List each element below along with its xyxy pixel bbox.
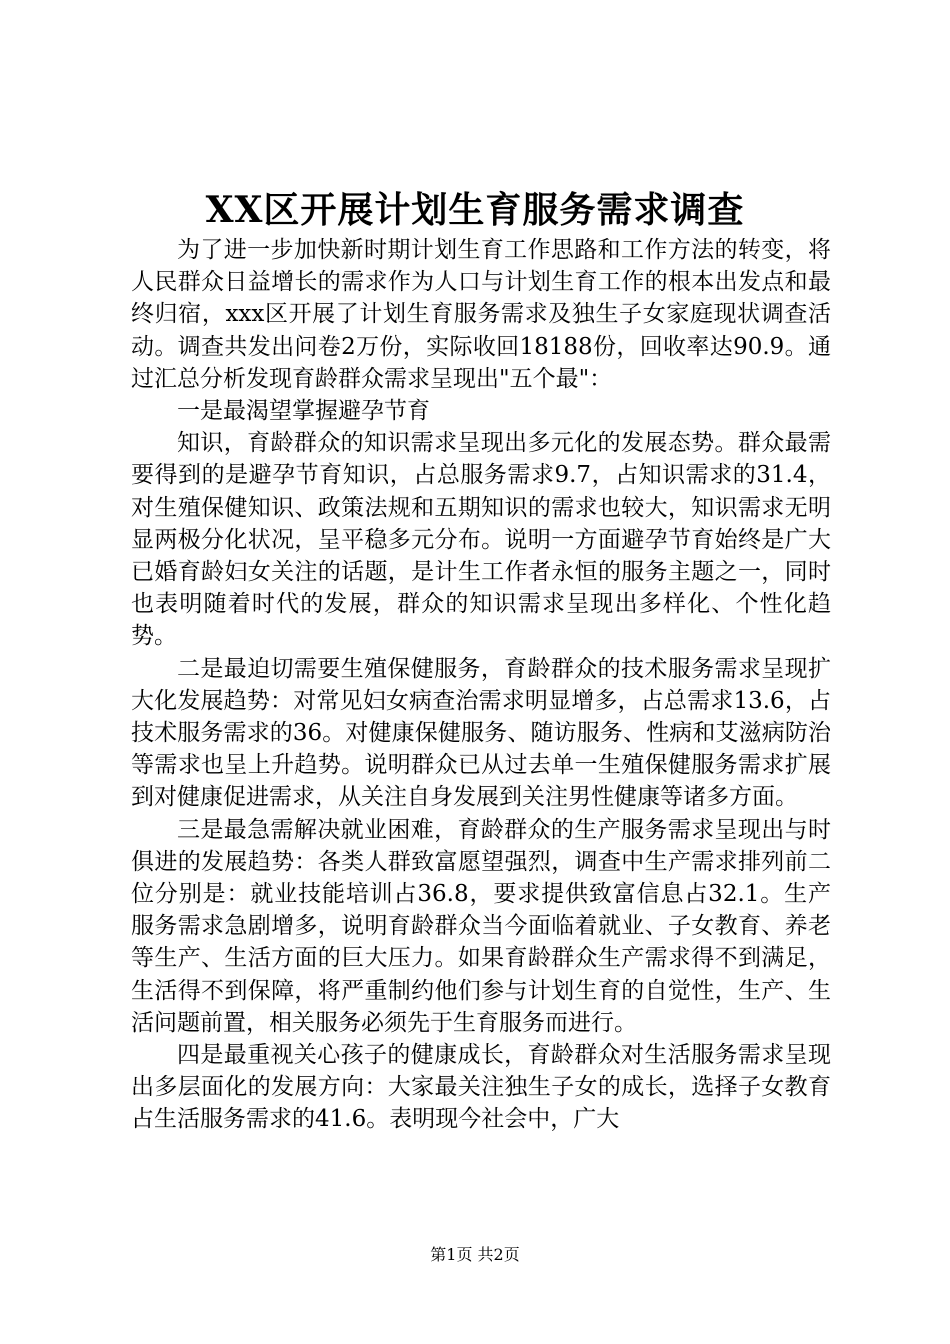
paragraph-point-three: 三是最急需解决就业困难，育龄群众的生产服务需求呈现出与时俱进的发展趋势：各类人群致富愿望强烈，调查中生产需求排列前二位分别是：就业技能培训占36.8，要求提供致富信息占32.1。生产服务需求急剧增多，说明育龄群众当今面临着就业、子女教育、养老等生产、生活方面的巨大压力。如果育龄群众生产需求得不到满足，生活得不到保障，将严重制约他们参与计划生育的自觉性，生产、生活问题前置，相关服务必须先于生育服务而进行。 [131,816,831,1036]
document-body [131,234,831,1136]
paragraph-point-two: 二是最迫切需要生殖保健服务，育龄群众的技术服务需求呈现扩大化发展趋势：对常见妇女病查治需求明显增多，占总需求13.6，占技术服务需求的36。对健康保健服务、随访服务、性病和艾滋病防治等需求也呈上升趋势。说明群众已从过去单一生殖保健服务需求扩展到对健康促进需求，从关注自身发展到关注男性健康等诸多方面。 [131,655,831,811]
paragraph-point-one-heading: 一是最渴望掌握避孕节育 [177,398,430,425]
page-number-footer: 第1页 共2页 [430,1245,520,1264]
paragraph-point-four: 四是最重视关心孩子的健康成长，育龄群众对生活服务需求呈现出多层面化的发展方向：大家最关注独生子女的成长，选择子女教育占生活服务需求的41.6。表明现今社会中，广大 [131,1042,831,1133]
document-title: XX区开展计划生育服务需求调查 [205,189,745,231]
paragraph-point-one-body: 知识，育龄群众的知识需求呈现出多元化的发展态势。群众最需要得到的是避孕节育知识，占总服务需求9.7，占知识需求的31.4，对生殖保健知识、政策法规和五期知识的需求也较大，知识需求无明显两极分化状况，呈平稳多元分布。说明一方面避孕节育始终是广大已婚育龄妇女关注的话题，是计生工作者永恒的服务主题之一，同时也表明随着时代的发展，群众的知识需求呈现出多样化、个性化趋势。 [131,430,831,650]
paragraph-intro: 为了进一步加快新时期计划生育工作思路和工作方法的转变，将人民群众日益增长的需求作为人口与计划生育工作的根本出发点和最终归宿，xxx区开展了计划生育服务需求及独生子女家庭现状调查活动。调查共发出问卷2万份，实际收回18188份，回收率达90.9。通过汇总分析发现育龄群众需求呈现出"五个最"： [131,237,831,392]
